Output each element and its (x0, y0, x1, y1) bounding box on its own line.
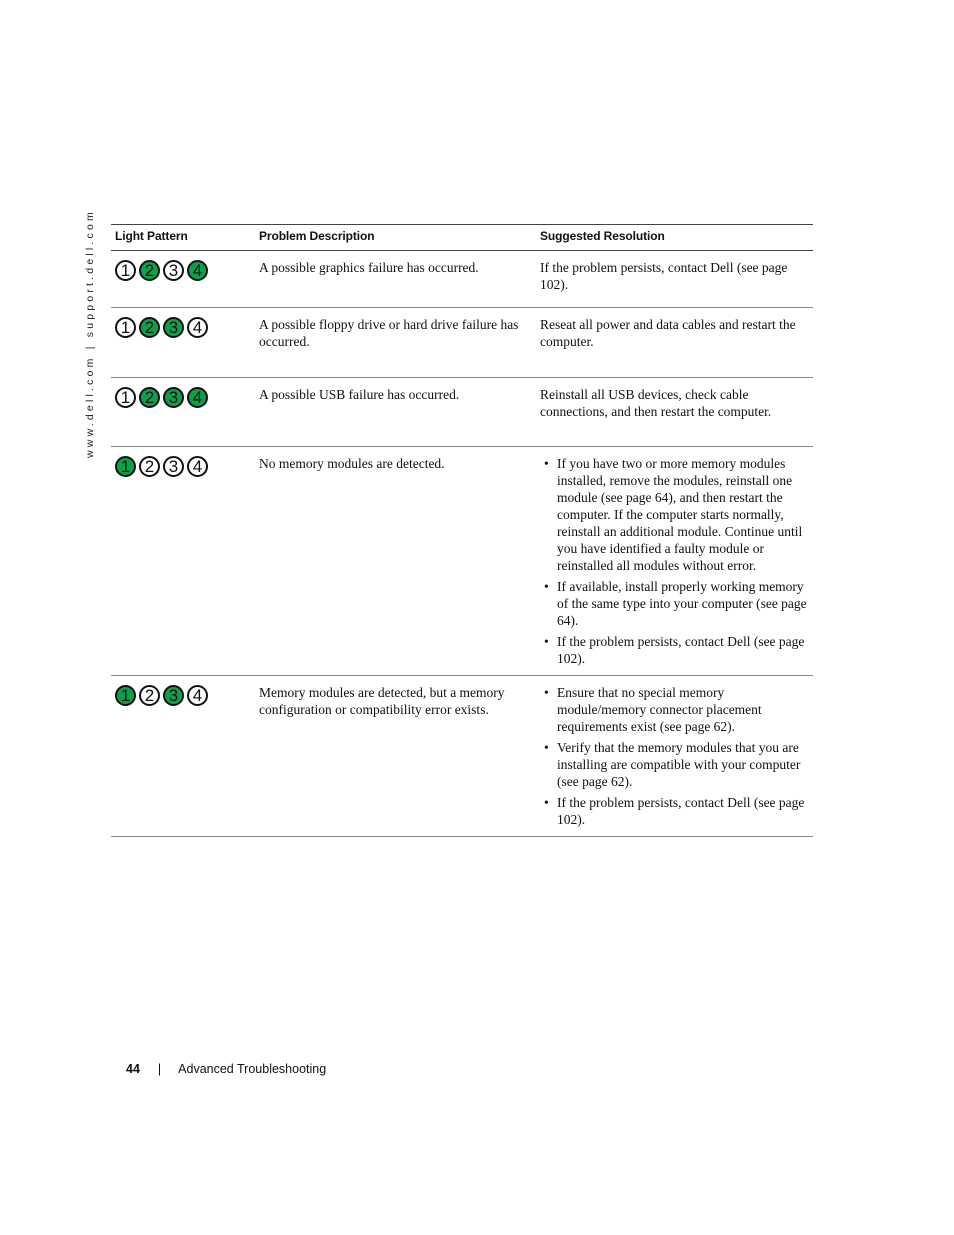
diagnostic-light-4-on: 4 (187, 387, 208, 408)
light-pattern-cell (111, 676, 255, 837)
section-title: Advanced Troubleshooting (178, 1062, 327, 1076)
problem-description: No memory modules are detected. (255, 447, 536, 676)
diagnostic-light-4-off: 4 (187, 317, 208, 338)
suggested-resolution: Reinstall all USB devices, check cable connections, and then restart the computer. (536, 378, 813, 447)
page-footer (126, 1062, 326, 1076)
side-url: www.dell.com | support.dell.com (84, 209, 96, 458)
diagnostic-light-3-on: 3 (163, 685, 184, 706)
diagnostic-light-4-off: 4 (187, 456, 208, 477)
resolution-list-item: • If available, install properly working memory of the same type into your computer (see page 64). (540, 578, 809, 629)
suggested-resolution (536, 676, 813, 837)
page-number: 44 (126, 1062, 140, 1076)
diagnostic-light-3-off: 3 (163, 456, 184, 477)
table-row (111, 447, 813, 676)
light-pattern-cell (111, 251, 255, 308)
resolution-list (540, 455, 809, 667)
suggested-resolution: Reseat all power and data cables and restart the computer. (536, 308, 813, 378)
header-problem-description: Problem Description (255, 225, 536, 251)
table-row (111, 251, 813, 308)
table-header-row (111, 225, 813, 251)
problem-description: A possible floppy drive or hard drive failure has occurred. (255, 308, 536, 378)
diagnostic-light-4-on: 4 (187, 260, 208, 281)
footer-separator: | (157, 1062, 162, 1076)
light-pattern (115, 386, 251, 408)
light-pattern (115, 684, 251, 706)
table-row (111, 676, 813, 837)
resolution-list-item: • Verify that the memory modules that you are installing are compatible with your computer (see page 62). (540, 739, 809, 790)
resolution-list-item: • If you have two or more memory modules installed, remove the modules, reinstall one module (see page 64), and then restart the computer. If the computer starts normally, reinstall an additional module. Continue until you have identified a faulty module or reinstalled all modules without error. (540, 455, 809, 574)
diagnostic-light-4-off: 4 (187, 685, 208, 706)
diagnostic-light-2-on: 2 (139, 387, 160, 408)
diagnostic-light-3-off: 3 (163, 260, 184, 281)
diagnostic-lights-table (111, 224, 813, 837)
table-row (111, 378, 813, 447)
diagnostic-light-1-off: 1 (115, 260, 136, 281)
problem-description: Memory modules are detected, but a memory configuration or compatibility error exists. (255, 676, 536, 837)
diagnostic-light-2-off: 2 (139, 456, 160, 477)
resolution-list-item: • Ensure that no special memory module/memory connector placement requirements exist (see page 62). (540, 684, 809, 735)
light-pattern (115, 455, 251, 477)
problem-description: A possible USB failure has occurred. (255, 378, 536, 447)
light-pattern-cell (111, 447, 255, 676)
diagnostic-light-1-off: 1 (115, 387, 136, 408)
light-pattern-cell (111, 378, 255, 447)
diagnostic-light-2-on: 2 (139, 317, 160, 338)
resolution-list (540, 684, 809, 828)
diagnostic-light-1-on: 1 (115, 685, 136, 706)
problem-description: A possible graphics failure has occurred. (255, 251, 536, 308)
header-light-pattern: Light Pattern (111, 225, 255, 251)
resolution-list-item: • If the problem persists, contact Dell (see page 102). (540, 794, 809, 828)
light-pattern (115, 316, 251, 338)
light-pattern (115, 259, 251, 281)
light-pattern-cell (111, 308, 255, 378)
diagnostic-light-1-off: 1 (115, 317, 136, 338)
diagnostic-light-1-on: 1 (115, 456, 136, 477)
resolution-list-item: • If the problem persists, contact Dell (see page 102). (540, 633, 809, 667)
suggested-resolution (536, 447, 813, 676)
diagnostic-light-2-on: 2 (139, 260, 160, 281)
diagnostic-light-3-on: 3 (163, 387, 184, 408)
diagnostic-light-3-on: 3 (163, 317, 184, 338)
suggested-resolution: If the problem persists, contact Dell (see page 102). (536, 251, 813, 308)
header-suggested-resolution: Suggested Resolution (536, 225, 813, 251)
diagnostic-light-2-off: 2 (139, 685, 160, 706)
table-row (111, 308, 813, 378)
